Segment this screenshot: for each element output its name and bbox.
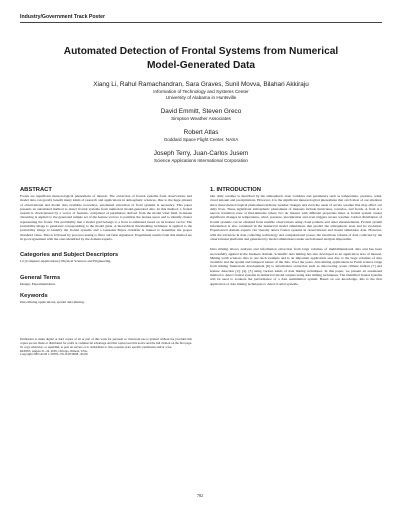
introduction-paragraph-2: Data mining allows analysis and information extraction from large volumes of multidimensional data and has been successfully applied in the business domain. Scientific data mining has also developed as an application area of interest. Mining earth sciences data is one such example and is an important application area due to the large volumes of data available and the spatial and temporal nature of the data. Over the years, data mining applications in Earth science range from mining framework development [6] to information extraction such as discovering ocean climate indices [7] and feature detection [2], [4], [5] using various kinds of data mining techniques. In this paper, we present an automated method to detect frontal systems in numerical model outputs using data mining techniques. The identified frontal systems will be used to evaluate the performance of a data assimilation system. Based on our knowledge, this is the first application of data mining techniques to detect frontal systems. <box>210 247 382 286</box>
introduction-paragraph-1: Our daily weather is described by the atmospheric state variables and parameters such as temperature, pressure, wind, cloud amount and precipitations. However, it is the significant meteorological phenomena that catch most of our attention since these meteorological phenomena indicate weather changes and even the onset of severe weather that may affect our daily lives. These significant atmospheric phenomena of interests include hurricanes, tornados, and fronts. A front is a narrow transition zone at mid-latitudes where two air masses with different properties meet. A frontal system causes significant changes in temperature, wind, pressure, precipitation and even triggers severe weather. Global distribution of frontal systems can be obtained from satellite observations using cloud patterns and other measurements. Frontal system information is also contained in the numerical model simulations that predict the atmospheric state and its evolution. Experienced domain experts can visually detect frontal systems in observational and model simulation data. However, with the advances in data collecting technology and computational power, the enormous volume of data collected by the observational platforms and generated by model simulations render such manual analysis impossible. <box>210 194 382 241</box>
introduction-heading: 1. INTRODUCTION <box>210 187 261 193</box>
paper-title <box>20 45 382 73</box>
affiliation: Goddard Space Flight Center, NASA <box>163 137 239 142</box>
author-block <box>20 81 382 164</box>
title-line-1: Automated Detection of Frontal Systems from Numerical <box>63 46 339 57</box>
affiliation: University of Alabama in Huntsville <box>165 95 237 100</box>
categories-heading: Categories and Subject Descriptors <box>20 252 119 259</box>
header-rule <box>20 22 382 23</box>
keywords-text: Data mining applications, spatial data mining. <box>20 299 85 304</box>
conference-line: KDD'05, August 21–24, 2005, Chicago, Illinois, USA. <box>20 348 88 353</box>
track-label: Industry/Government Track Poster <box>20 14 106 20</box>
categories-text: I.2 [Computer Applications]: Physical Sciences and Engineering. <box>20 259 112 264</box>
author-names: Joseph Terry, Juan-Carlos Jusem <box>153 150 249 157</box>
affiliation: Information of Technology and Systems Center <box>153 89 249 94</box>
affiliation: Simpson Weather Associates <box>171 116 231 121</box>
copyright-line: Copyright 2005 ACM 1-59593-135-X/05/0008...$5.00. <box>20 352 89 357</box>
general-terms-text: Design, Experimentation. <box>20 281 56 286</box>
author-names: David Emmitt, Steven Greco <box>160 108 242 115</box>
author-names: Robert Atlas <box>183 129 219 136</box>
page-number: 782 <box>196 493 204 498</box>
author-names: Xiang Li, Rahul Ramachandran, Sara Graves, Sunil Movva, Bilahari Akkiraju <box>93 81 309 88</box>
affiliation: Science Applications International Corporation <box>154 158 248 163</box>
left-column <box>20 186 192 357</box>
general-terms-heading: General Terms <box>20 274 61 281</box>
copyright-notice: Permission to make digital or hard copies of all or part of this work for personal or classroom use is granted without fee provided that copies are not made or distributed for profit or commercial advantage and that copies bear this notice and the full citation on the first page. To copy otherwise, or republish, to post on servers or to redistribute to lists, requires prior specific permission and/or a fee. <box>20 337 192 349</box>
title-line-2: Model-Generated Data <box>146 60 256 71</box>
abstract-heading: ABSTRACT <box>20 187 52 193</box>
keywords-heading: Keywords <box>20 292 48 299</box>
abstract-text: Fronts are significant meteorological phenomena of interest. The extraction of frontal systems from observations and model data can greatly benefit many kinds of research and applications in atmospheric sciences. Due to the huge amount of observational and model data available nowadays, automated extraction of front systems is necessary. This paper presents an automated method to detect frontal systems from numerical model-generated data. In this method, a frontal system is characterized by a vector of features, comprised of parameters derived from the model wind field. K-means clustering is applied to the generated sample set of the feature vectors to partition the feature space and to identify cluster representing the fronts. The probability that a model grid belongs to a front is estimated based on its feature vector. The probability image is generated corresponding to the model grids. A hierarchical thresholding technique is applied to the probability image to identify the frontal systems and a Gaussian Bayes classifier is trained to determine the proper threshold value. This is followed by post processing to filter out false signatures. Experiment results from this method are in good agreement with the ones identified by the domain experts. <box>20 194 192 241</box>
right-column <box>210 186 382 286</box>
